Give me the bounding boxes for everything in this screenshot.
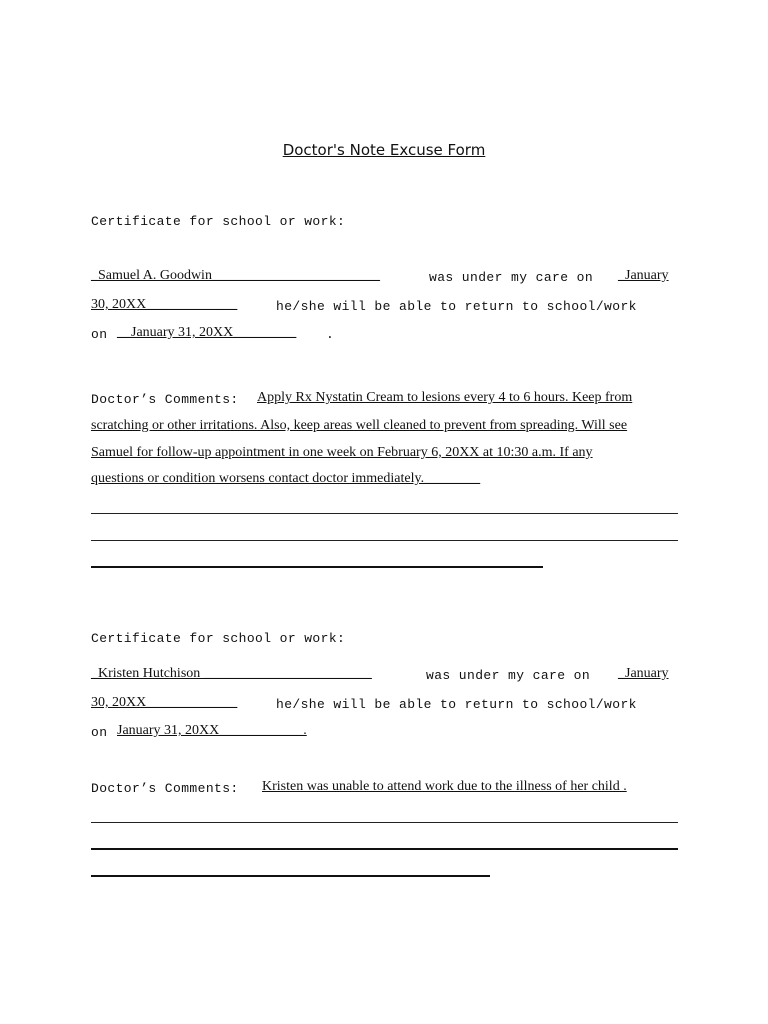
certificate-1-on-text: on xyxy=(91,327,108,342)
certificate-2-care-date-start: _January xyxy=(618,666,669,681)
certificate-2-patient-name: _Kristen Hutchison ________________________ xyxy=(91,666,372,681)
certificate-1-period: . xyxy=(326,327,335,342)
certificate-1-care-text: was under my care on xyxy=(429,270,594,285)
certificate-2-blank-line xyxy=(91,875,490,877)
certificate-2-blank-line xyxy=(91,822,678,823)
certificate-2-care-date-end: 30, 20XX_____________ xyxy=(91,695,238,710)
certificate-1-return-date: __January 31, 20XX_________ xyxy=(117,325,297,340)
certificate-1-blank-line xyxy=(91,513,678,514)
certificate-2-comments-label: Doctor’s Comments: xyxy=(91,781,239,796)
certificate-2-blank-line xyxy=(91,848,678,850)
certificate-1-comments-label: Doctor’s Comments: xyxy=(91,392,239,407)
certificate-1-comment-line: questions or condition worsens contact doctor immediately.________ xyxy=(91,471,481,486)
certificate-2-heading: Certificate for school or work: xyxy=(91,631,346,646)
certificate-1-blank-line xyxy=(91,566,543,568)
certificate-1-comment-line: Apply Rx Nystatin Cream to lesions every 4 to 6 hours. Keep from xyxy=(257,390,633,405)
certificate-1-care-date-start: _January xyxy=(618,268,669,283)
certificate-1-comment-line: Samuel for follow-up appointment in one week on February 6, 20XX at 10:30 a.m. If any xyxy=(91,445,593,460)
certificate-2-return-date: January 31, 20XX____________. xyxy=(117,723,307,738)
certificate-1-care-date-end: 30, 20XX_____________ xyxy=(91,297,238,312)
certificate-2-comment-line: Kristen was unable to attend work due to the illness of her child . xyxy=(262,779,627,794)
certificate-1-patient-name: _Samuel A. Goodwin________________________ xyxy=(91,268,380,283)
certificate-1-blank-line xyxy=(91,540,678,541)
certificate-1-return-text: he/she will be able to return to school/work xyxy=(276,299,637,314)
certificate-2-on-text: on xyxy=(91,725,108,740)
certificate-2-care-text: was under my care on xyxy=(426,668,591,683)
certificate-1-heading: Certificate for school or work: xyxy=(91,214,346,229)
form-title: Doctor's Note Excuse Form xyxy=(282,141,486,159)
certificate-1-comment-line: scratching or other irritations. Also, keep areas well cleaned to prevent from spreading. Will see xyxy=(91,418,628,433)
certificate-2-return-text: he/she will be able to return to school/work xyxy=(276,697,637,712)
